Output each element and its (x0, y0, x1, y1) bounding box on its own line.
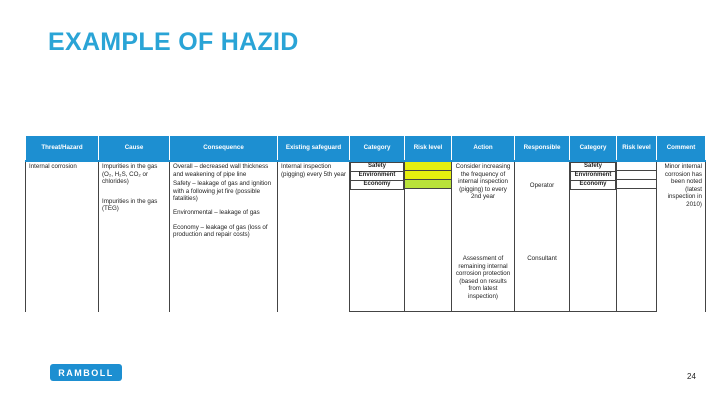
cause-cell (99, 161, 170, 312)
category-safety: Safety (351, 163, 404, 172)
table-header-row (26, 136, 706, 162)
category-cell-empty (570, 254, 617, 312)
category-environment: Environment (351, 172, 404, 181)
responsible-cell: Operator (515, 161, 570, 254)
ramboll-logo: RAMBOLL (50, 364, 122, 381)
risk-level-cell-2 (617, 161, 657, 254)
category-cell-2 (570, 161, 617, 254)
page-number: 24 (687, 372, 696, 381)
header-responsible: Responsible (515, 136, 570, 162)
risk-level-empty (617, 171, 656, 180)
header-category-2: Category (570, 136, 617, 162)
risk-level-cell (405, 161, 452, 254)
cause-item: Impurities in the gas (O₂, H₂S, CO₂ or chlorides) (102, 163, 158, 186)
consequence-item: Overall – decreased wall thickness and weakening of pipe line (173, 163, 269, 178)
table-row (26, 161, 706, 254)
header-risk-level: Risk level (405, 136, 452, 162)
consequence-item: Safety – leakage of gas and ignition with a following jet fire (possible fatalities) (173, 180, 272, 203)
hazid-table (25, 135, 706, 312)
category-cell-empty (350, 254, 405, 312)
comment-cell: Minor internal corrosion has been noted (latest inspection in 2010) (657, 161, 706, 312)
header-category: Category (350, 136, 405, 162)
responsible-cell: Consultant (515, 254, 570, 312)
slide-title: EXAMPLE OF HAZID (48, 28, 299, 56)
consequence-item: Economy – leakage of gas (loss of production and repair costs) (173, 223, 268, 239)
risk-cell-empty (405, 254, 452, 312)
action-cell: Assessment of remaining internal corrosion protection (based on results from latest inspection) (452, 254, 515, 312)
category-list-2 (570, 162, 616, 190)
header-comment: Comment (657, 136, 706, 162)
category-environment-2: Environment (571, 172, 616, 181)
header-risk-level-2: Risk level (617, 136, 657, 162)
consequence-item: Environmental – leakage of gas (173, 208, 260, 216)
category-list (350, 162, 404, 190)
threat-cell: Internal corrosion (26, 161, 99, 312)
safeguard-cell: Internal inspection (pigging) every 5th year (278, 161, 350, 312)
action-cell: Consider increasing the frequency of internal inspection (pigging) to every 2nd year (452, 161, 515, 254)
header-cause: Cause (99, 136, 170, 162)
category-economy-2: Economy (571, 181, 616, 190)
cause-item: Impurities in the gas (TEG) (102, 197, 158, 213)
header-consequence: Consequence (170, 136, 278, 162)
risk-level-empty (617, 162, 656, 171)
category-economy: Economy (351, 181, 404, 190)
header-safeguard: Existing safeguard (278, 136, 350, 162)
category-safety-2: Safety (571, 163, 616, 172)
header-threat: Threat/Hazard (26, 136, 99, 162)
category-cell (350, 161, 405, 254)
risk-level-environment (405, 171, 451, 180)
consequence-cell (170, 161, 278, 312)
risk-level-safety (405, 162, 451, 171)
risk-level-economy (405, 180, 451, 189)
risk-cell-empty (617, 254, 657, 312)
risk-level-empty (617, 180, 656, 189)
header-action: Action (452, 136, 515, 162)
